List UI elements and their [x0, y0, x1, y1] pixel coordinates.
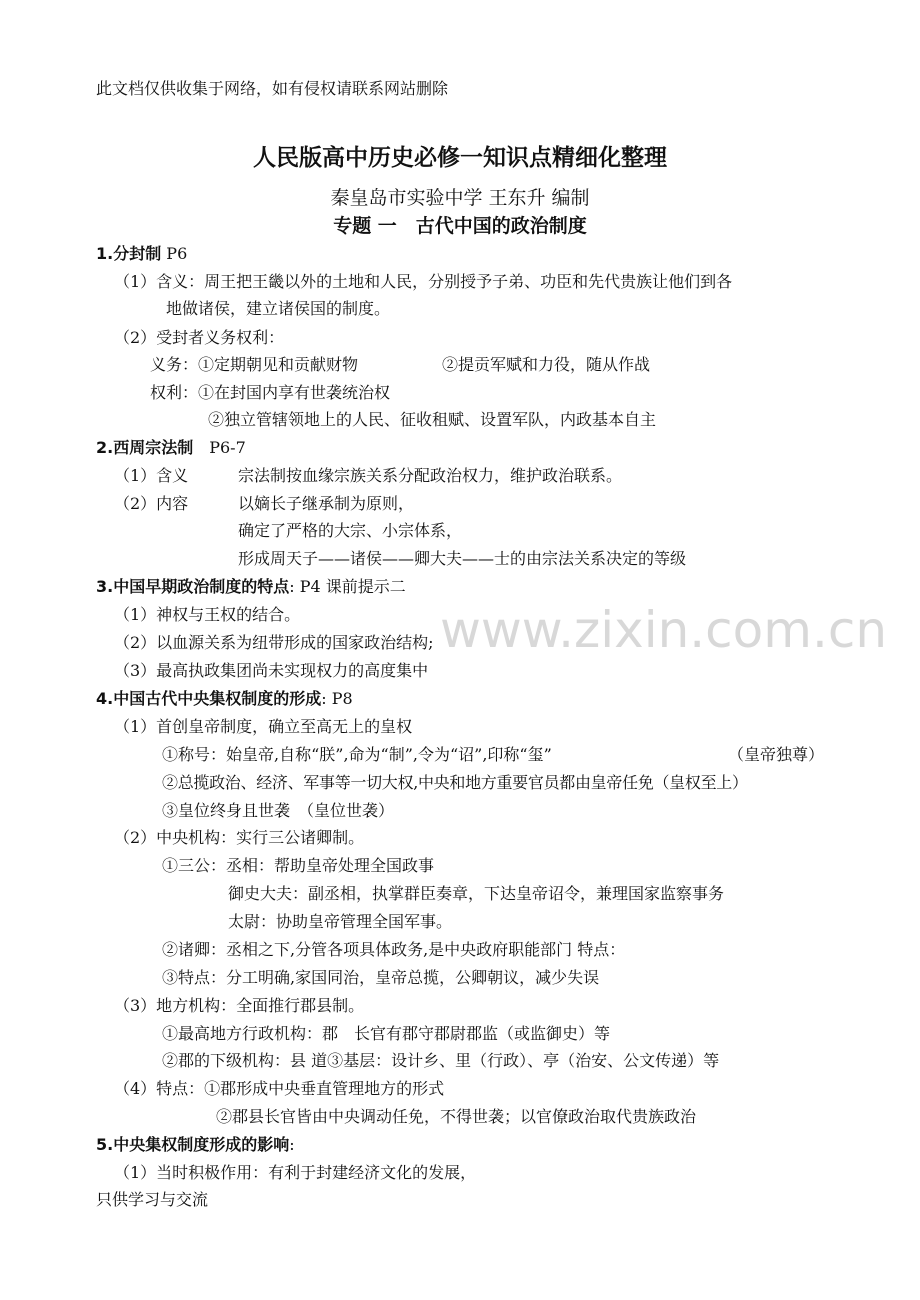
- author-line: 秦皇岛市实验中学 王东升 编制: [330, 187, 590, 209]
- page-ref: : P4 课前提示二: [289, 577, 406, 596]
- text-line: （4）特点：①郡形成中央垂直管理地方的形式: [114, 1079, 445, 1098]
- text-line: （1）首创皇帝制度，确立至高无上的皇权: [114, 717, 413, 736]
- section-heading: [96, 577, 406, 597]
- text-line: 确定了严格的大宗、小宗体系，: [238, 521, 463, 540]
- text-line: ②提贡军赋和力役，随从作战: [442, 355, 651, 374]
- text-line: （3）最高执政集团尚未实现权力的高度集中: [114, 661, 429, 680]
- document-title: 人民版高中历史必修一知识点精细化整理: [253, 145, 667, 171]
- page-ref: : P8: [321, 689, 353, 708]
- page-ref: P6: [161, 244, 188, 263]
- text-line: （1）含义: [114, 466, 189, 485]
- text-line: 权利：①在封国内享有世袭统治权: [150, 383, 391, 402]
- section-4-title: 4.中国古代中央集权制度的形成: [96, 689, 322, 708]
- text-line: ③特点：分工明确,家国同治，皇帝总揽，公卿朝议，减少失误: [162, 968, 600, 987]
- text-line: ①最高地方行政机构：郡 长官有郡守郡尉郡监（或监御史）等: [162, 1024, 611, 1043]
- text-line: 地做诸侯，建立诸侯国的制度。: [166, 299, 391, 318]
- text-line: ③皇位终身且世袭 （皇位世袭）: [162, 801, 395, 820]
- footer-note: 只供学习与交流: [96, 1190, 209, 1209]
- watermark: www.zixin.com.cn: [440, 601, 888, 659]
- section-heading: [96, 244, 187, 264]
- page-ref: P6-7: [193, 438, 246, 457]
- text-line: （3）地方机构：全面推行郡县制。: [114, 996, 365, 1015]
- section-1-title: 1.分封制: [96, 244, 162, 263]
- text-line: 义务：①定期朝见和贡献财物: [150, 355, 359, 374]
- header-note: 此文档仅供收集于网络，如有侵权请联系网站删除: [96, 79, 449, 98]
- page-ref: :: [289, 1135, 295, 1154]
- text-line: （2）内容: [114, 494, 189, 513]
- text-line: （2）中央机构：实行三公诸卿制。: [114, 828, 365, 847]
- text-line: ①称号：始皇帝,自称“朕”,命为“制”,令为“诏”,印称“玺”: [162, 745, 552, 764]
- text-line: ②总揽政治、经济、军事等一切大权,中央和地方重要官员都由皇帝任免（皇权至上）: [162, 773, 748, 792]
- section-5-title: 5.中央集权制度形成的影响: [96, 1135, 290, 1154]
- text-line: 形成周天子——诸侯——卿大夫——士的由宗法关系决定的等级: [238, 549, 687, 568]
- chapter-title: 专题 一 古代中国的政治制度: [333, 215, 587, 237]
- text-line: 太尉：协助皇帝管理全国军事。: [228, 912, 453, 931]
- text-line: （1）当时积极作用：有利于封建经济文化的发展，: [114, 1163, 477, 1182]
- text-line: ①三公：丞相：帮助皇帝处理全国政事: [162, 856, 435, 875]
- text-line: 宗法制按血缘宗族关系分配政治权力，维护政治联系。: [238, 466, 623, 485]
- text-line: （皇帝独尊）: [728, 745, 825, 764]
- text-line: 御史大夫：副丞相，执掌群臣奏章，下达皇帝诏令，兼理国家监察事务: [228, 884, 725, 903]
- section-3-title: 3.中国早期政治制度的特点: [96, 577, 290, 596]
- text-line: ②郡的下级机构：县 道③基层：设计乡、里（行政）、亭（治安、公文传递）等: [162, 1051, 720, 1070]
- section-2-title: 2.西周宗法制: [96, 438, 194, 457]
- section-heading: [96, 438, 246, 458]
- text-line: （2）以血源关系为纽带形成的国家政治结构;: [114, 633, 434, 652]
- text-line: （2）受封者义务权利：: [114, 328, 285, 347]
- text-line: ②诸卿：丞相之下,分管各项具体政务,是中央政府职能部门 特点：: [162, 940, 626, 959]
- text-line: ②郡县长官皆由中央调动任免，不得世袭；以官僚政治取代贵族政治: [216, 1107, 697, 1126]
- text-line: （1）含义：周王把王畿以外的土地和人民，分别授予子弟、功臣和先代贵族让他们到各: [114, 272, 733, 291]
- text-line: （1）神权与王权的结合。: [114, 605, 301, 624]
- text-line: 以嫡长子继承制为原则，: [238, 494, 415, 513]
- section-heading: [96, 1135, 295, 1155]
- section-heading: [96, 689, 353, 709]
- text-line: ②独立管辖领地上的人民、征收租赋、设置军队，内政基本自主: [208, 410, 657, 429]
